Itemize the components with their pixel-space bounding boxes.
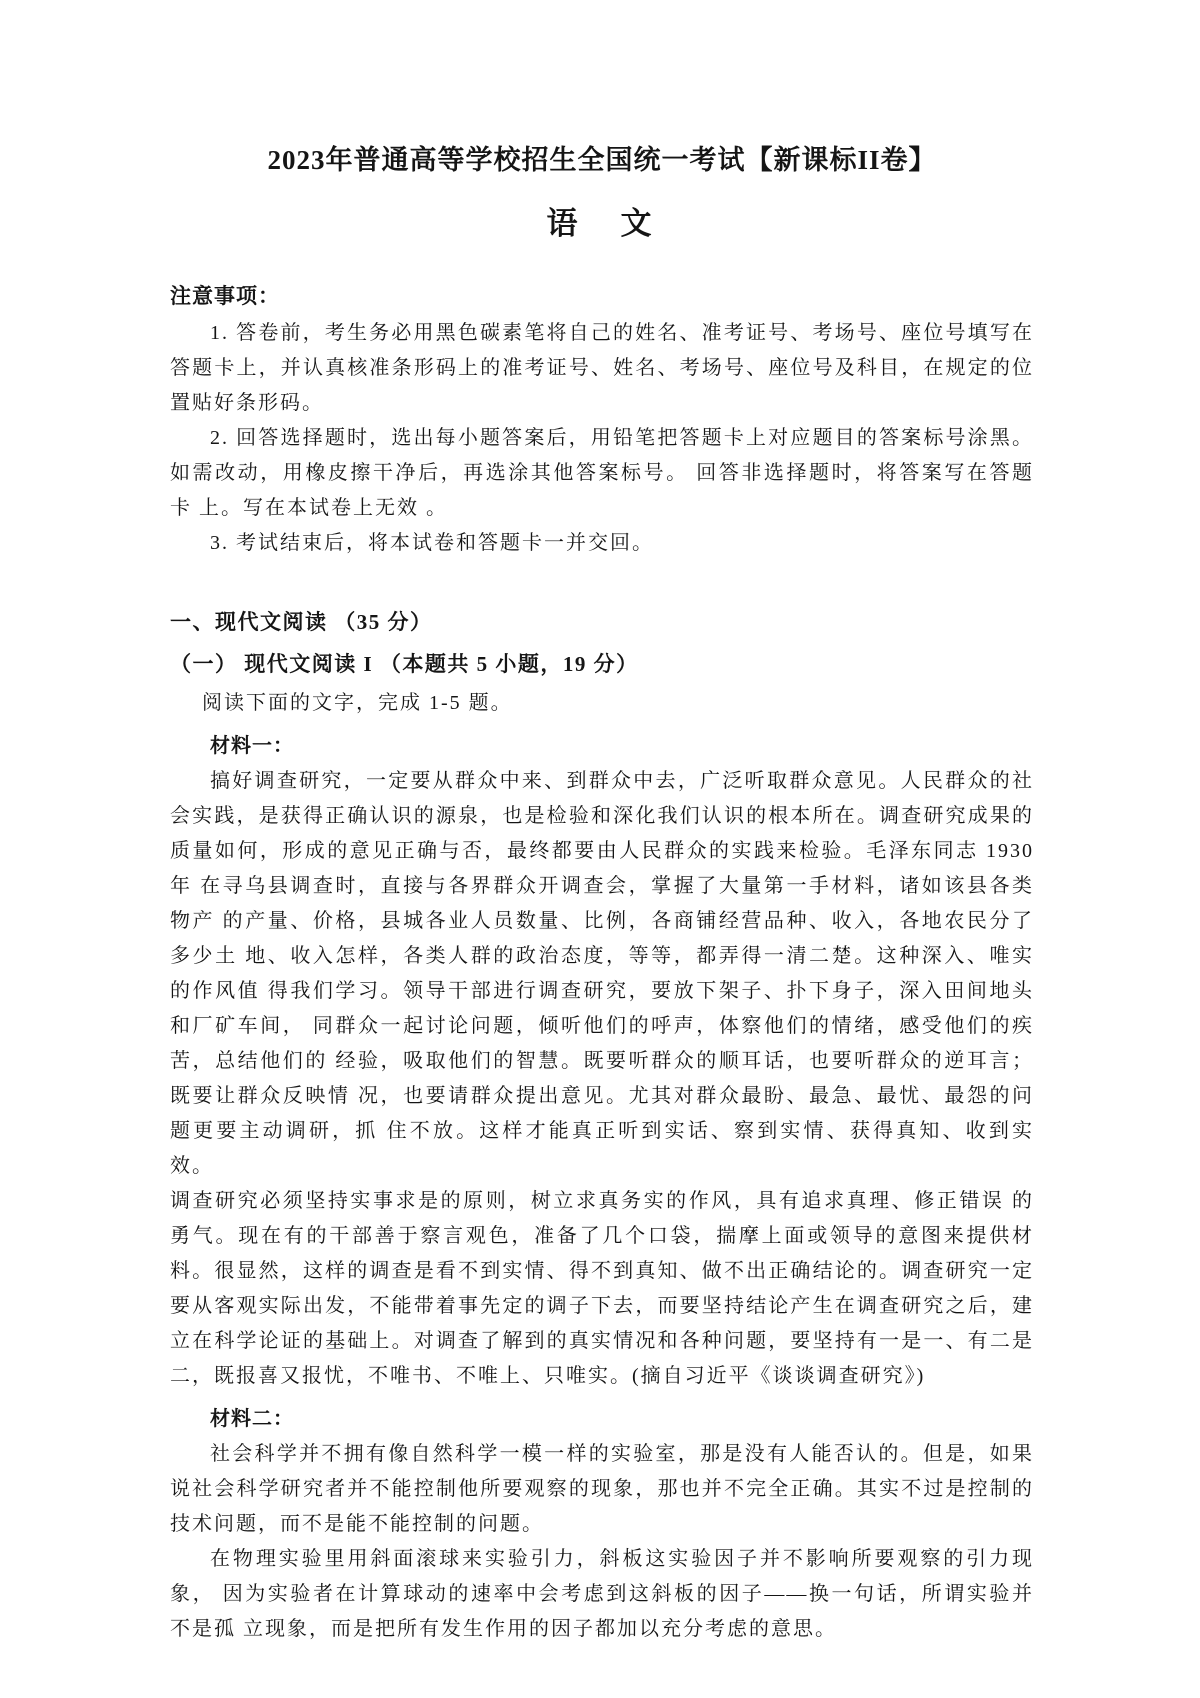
section-modern-text-reading	[170, 605, 1034, 1647]
notice-section	[170, 280, 1034, 561]
material-two-paragraph-2: 在物理实验里用斜面滚球来实验引力，斜板这实验因子并不影响所要观察的引力现象， 因为实验者在计算球动的速率中会考虑到这斜板的因子——换一句话，所谓实验并不是孤 立现象，而是把所有发生作用的因子都加以充分考虑的意思。	[170, 1548, 1034, 1640]
exam-subject: 语 文	[546, 206, 658, 241]
material-one-paragraph-1: 搞好调查研究，一定要从群众中来、到群众中去，广泛听取群众意见。人民群众的社 会实践，是获得正确认识的源泉，也是检验和深化我们认识的根本所在。调查研究成果的 质量如何，形成的意见正确与否，最终都要由人民群众的实践来检验。毛泽东同志 1930 年 在寻乌县调查时，直接与各界群众开调查会，掌握了大量第一手材料，诸如该县各类物产 的产量、价格，县城各业人员数量、比例，各商铺经营品种、收入，各地农民分了多少土 地、收入怎样，各类人群的政治态度，等等，都弄得一清二楚。这种深入、唯实的作风值 得我们学习。领导干部进行调查研究，要放下架子、扑下身子，深入田间地头和厂矿车间， 同群众一起讨论问题，倾听他们的呼声，体察他们的情绪，感受他们的疾苦，总结他们的 经验，吸取他们的智慧。既要听群众的顺耳话，也要听群众的逆耳言；既要让群众反映情 况，也要请群众提出意见。尤其对群众最盼、最急、最忧、最怨的问题更要主动调研，抓 住不放。这样才能真正听到实话、察到实情、获得真知、收到实效。	[170, 770, 1034, 1177]
notice-item-3: 3. 考试结束后，将本试卷和答题卡一并交回。	[210, 532, 654, 554]
section-one-subheading: （一） 现代文阅读 I （本题共 5 小题，19 分）	[170, 652, 639, 676]
reading-instruction: 阅读下面的文字，完成 1-5 题。	[202, 692, 513, 714]
material-one-label: 材料一：	[210, 735, 294, 757]
material-one	[170, 729, 1034, 1394]
section-one-heading: 一、现代文阅读 （35 分）	[170, 610, 433, 634]
notice-heading: 注意事项：	[170, 284, 280, 308]
material-two-label: 材料二：	[210, 1408, 294, 1430]
material-two	[170, 1402, 1034, 1647]
notice-item-2: 2. 回答选择题时，选出每小题答案后，用铅笔把答题卡上对应题目的答案标号涂黑。 如需改动，用橡皮擦干净后，再选涂其他答案标号。 回答非选择题时，将答案写在答题卡 上。写在本试卷上无效 。	[170, 427, 1034, 519]
material-two-paragraph-1: 社会科学并不拥有像自然科学一模一样的实验室，那是没有人能否认的。但是，如果 说社会科学研究者并不能控制他所要观察的现象，那也并不完全正确。其实不过是控制的 技术问题，而不是能不能控制的问题。	[170, 1443, 1034, 1535]
notice-item-1: 1. 答卷前，考生务必用黑色碳素笔将自己的姓名、准考证号、考场号、座位号填写在 答题卡上，并认真核准条形码上的准考证号、姓名、考场号、座位号及科目，在规定的位 置贴好条形码。	[170, 322, 1034, 414]
material-one-paragraph-2: 调查研究必须坚持实事求是的原则，树立求真务实的作风，具有追求真理、修正错误 的勇气。现在有的干部善于察言观色，准备了几个口袋，揣摩上面或领导的意图来提供材 料。很显然，这样的调查是看不到实情、得不到真知、做不出正确结论的。调查研究一定 要从客观实际出发，不能带着事先定的调子下去，而要坚持结论产生在调查研究之后，建 立在科学论证的基础上。对调查了解到的真实情况和各种问题，要坚持有一是一、有二是 二，既报喜又报忧，不唯书、不唯上、只唯实。(摘自习近平《谈谈调查研究》)	[170, 1190, 1034, 1387]
exam-title: 2023年普通高等学校招生全国统一考试【新课标II卷】	[267, 145, 937, 175]
